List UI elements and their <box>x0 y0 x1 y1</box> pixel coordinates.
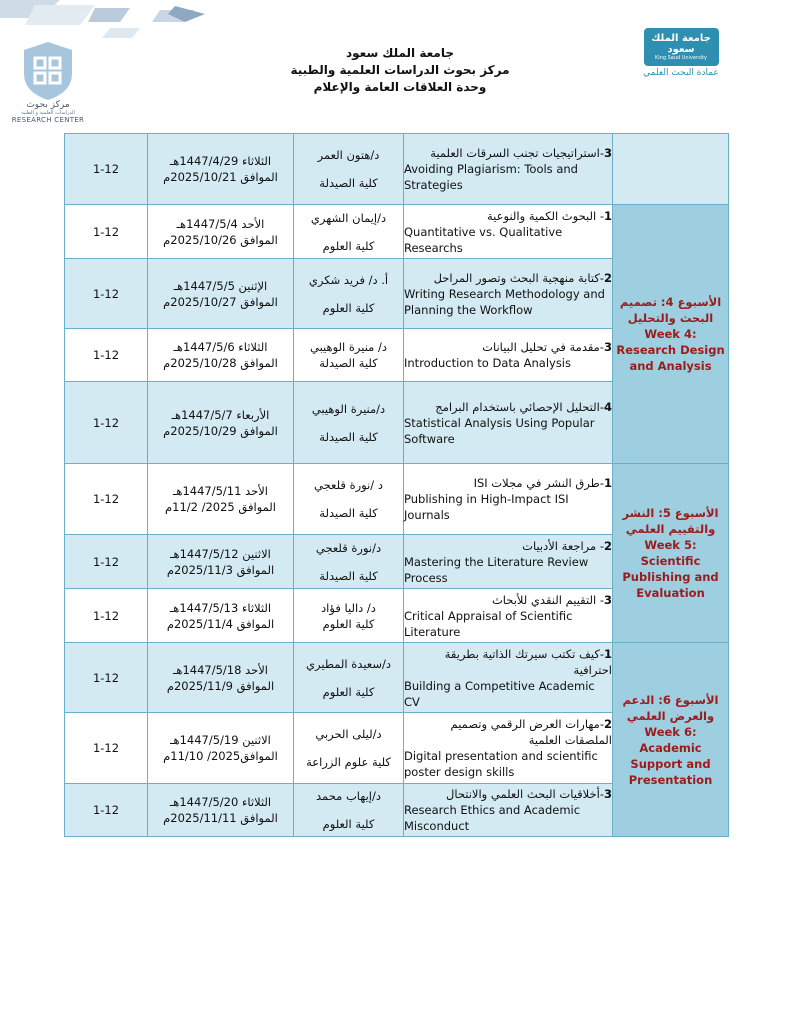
week-5-title-ar: الأسبوع 5: النشر والتقييم العلمي <box>622 506 719 536</box>
course-title-ar <box>404 399 612 415</box>
course-title-ar <box>404 716 612 748</box>
hours-cell: 1-12 <box>65 643 148 713</box>
course-cell <box>404 643 613 713</box>
hours-cell: 1-12 <box>65 134 148 205</box>
course-title-ar <box>404 646 612 678</box>
course-title-ar <box>404 145 612 161</box>
course-title-en: Writing Research Methodology and Planning the Workflow <box>404 286 605 317</box>
college-name: كلية الصيدلة <box>319 506 378 520</box>
corner-decoration <box>0 0 230 45</box>
instructor-cell <box>294 382 404 464</box>
day-text: الأحد 1447/5/4هـ <box>176 216 265 231</box>
instructor-cell <box>294 713 404 784</box>
instructor-cell <box>294 784 404 837</box>
course-name-ar: - مراجعة الأدبيات <box>522 538 604 553</box>
course-name-ar: -طرق النشر في مجلات ISI <box>473 476 604 490</box>
instructor-name: د/هتون العمر <box>317 148 380 162</box>
day-text: الأحد 1447/5/18هـ <box>173 662 268 677</box>
research-center-name-ar: مركز بحوث <box>26 100 70 110</box>
course-cell <box>404 259 613 329</box>
course-number: 2 <box>603 270 612 285</box>
course-title-ar <box>404 592 612 608</box>
week-6-label <box>613 643 729 837</box>
week-4-label <box>613 205 729 464</box>
course-name-ar: -مقدمة في تحليل البيانات <box>482 340 604 354</box>
instructor-name: د/نورة قلعجي <box>315 540 382 555</box>
date-cell <box>148 259 294 329</box>
course-cell <box>404 329 613 382</box>
day-text: الاثنين 1447/5/12هـ <box>170 546 271 561</box>
course-number: 2 <box>603 538 612 553</box>
date-cell <box>148 329 294 382</box>
hours-cell: 1-12 <box>65 205 148 259</box>
day-text: الأربعاء 1447/5/7هـ <box>171 407 270 422</box>
week-5-label <box>613 464 729 643</box>
table-row <box>65 643 729 713</box>
date-cell <box>148 205 294 259</box>
college-name: كلية علوم الزراعة <box>306 755 391 769</box>
ksu-logo <box>642 28 720 80</box>
university-title: جامعة الملك سعود <box>346 46 454 60</box>
course-name-ar: -أخلاقيات البحث العلمي والانتحال <box>445 787 604 801</box>
course-cell <box>404 464 613 535</box>
week-6-title-en: Week 6: Academic Support and Presentation <box>628 724 713 787</box>
ksu-name-ar: جامعة الملك سعود <box>651 33 711 55</box>
course-name-ar: -مهارات العرض الرقمي وتصميم الملصقات العلمية <box>450 717 612 747</box>
research-center-subtitle: الدراسات العلمية و الطبية <box>21 110 75 116</box>
research-center-logo <box>2 40 94 125</box>
gregorian-date-text: الموافق2025/ 11/10م <box>163 749 278 763</box>
instructor-name: أ. د/ فريد شكري <box>308 272 389 287</box>
course-cell <box>404 382 613 464</box>
gregorian-date-text: الموافق 2025/11/4م <box>166 616 275 631</box>
hours-cell: 1-12 <box>65 464 148 535</box>
college-name: كلية الصيدلة <box>319 429 378 444</box>
schedule-table <box>64 133 729 837</box>
course-number: 4 <box>603 399 612 414</box>
instructor-cell <box>294 535 404 589</box>
college-name: كلية العلوم <box>322 300 375 315</box>
course-cell <box>404 205 613 259</box>
hours-cell: 1-12 <box>65 589 148 643</box>
date-cell <box>148 643 294 713</box>
instructor-cell <box>294 643 404 713</box>
day-text: الثلاثاء 1447/4/29هـ <box>169 154 272 168</box>
instructor-name: د/ داليا فؤاد <box>321 600 376 615</box>
day-text: الإثنين 1447/5/5هـ <box>173 278 268 293</box>
gregorian-date-text: الموافق 2025/10/21م <box>163 170 278 184</box>
course-title-en: Mastering the Literature Review Process <box>404 554 589 585</box>
course-cell <box>404 134 613 205</box>
course-name-ar: -كتابة منهجية البحث وتصور المراحل <box>433 270 604 285</box>
course-cell <box>404 713 613 784</box>
course-title-ar <box>404 208 612 224</box>
ksu-name-en: King Saud University <box>655 55 707 61</box>
course-name-ar: - البحوث الكمية والنوعية <box>487 208 604 223</box>
instructor-name: د /نورة قلعجي <box>314 478 383 492</box>
instructor-cell <box>294 589 404 643</box>
hours-cell: 1-12 <box>65 259 148 329</box>
table-row <box>65 464 729 535</box>
instructor-name: د/ليلى الحربي <box>315 727 382 741</box>
date-cell <box>148 784 294 837</box>
hours-cell: 1-12 <box>65 713 148 784</box>
date-cell <box>148 589 294 643</box>
course-number: 2 <box>603 717 612 731</box>
course-title-en: Publishing in High-Impact ISI Journals <box>404 492 569 522</box>
gregorian-date-text: الموافق 2025/10/29م <box>163 423 278 438</box>
course-title-ar <box>404 339 612 355</box>
day-text: الثلاثاء 1447/5/13هـ <box>169 600 272 615</box>
course-name-ar: -التحليل الإحصائي باستخدام البرامج <box>435 399 604 414</box>
course-title-en: Avoiding Plagiarism: Tools and Strategies <box>404 162 578 192</box>
gregorian-date-text: الموافق 2025/ 11/2م <box>165 500 276 514</box>
instructor-cell <box>294 259 404 329</box>
instructor-name: د/ منيرة الوهيبي <box>309 340 387 354</box>
college-name: كلية الصيدلة <box>319 176 378 190</box>
day-text: الثلاثاء 1447/5/6هـ <box>173 340 268 354</box>
course-title-ar <box>404 475 612 491</box>
table-row <box>65 134 729 205</box>
gregorian-date-text: الموافق 2025/11/3م <box>166 562 275 577</box>
course-cell <box>404 535 613 589</box>
week-3-cell <box>613 134 729 205</box>
instructor-cell <box>294 464 404 535</box>
day-text: الثلاثاء 1447/5/20هـ <box>169 795 272 809</box>
table-row <box>65 205 729 259</box>
instructor-name: د/إيمان الشهري <box>310 210 387 225</box>
gregorian-date-text: الموافق 2025/10/28م <box>163 356 278 370</box>
course-title-en: Research Ethics and Academic Misconduct <box>404 803 581 833</box>
college-name: كلية الصيدلة <box>319 356 378 370</box>
instructor-cell <box>294 329 404 382</box>
week-4-title-ar: الأسبوع 4: تصميم البحث والتحليل <box>619 295 722 325</box>
center-title: مركز بحوث الدراسات العلمية والطبية <box>290 63 510 77</box>
college-name: كلية العلوم <box>322 817 375 831</box>
course-title-en: Digital presentation and scientific poster design skills <box>404 749 598 779</box>
day-text: الأحد 1447/5/11هـ <box>173 484 268 498</box>
course-title-en: Introduction to Data Analysis <box>404 356 571 370</box>
course-number: 1 <box>603 476 612 490</box>
course-number: 3 <box>603 787 612 801</box>
research-center-emblem-icon <box>20 40 76 102</box>
research-center-name-en: RESEARCH CENTER <box>11 116 85 124</box>
date-cell <box>148 713 294 784</box>
instructor-name: د/منيرة الوهيبي <box>311 401 386 416</box>
instructor-name: د/سعيدة المطيري <box>306 656 391 671</box>
course-title-en: Quantitative vs. Qualitative Researchs <box>404 224 563 255</box>
day-text: الاثنين 1447/5/19هـ <box>170 733 271 747</box>
gregorian-date-text: الموافق 2025/10/27م <box>163 294 278 309</box>
course-cell <box>404 784 613 837</box>
college-name: كلية الصيدلة <box>319 568 378 583</box>
document-header <box>260 45 540 96</box>
course-title-en: Critical Appraisal of Scientific Literature <box>404 608 573 639</box>
course-number: 1 <box>603 208 612 223</box>
course-number: 1 <box>603 646 612 661</box>
college-name: كلية العلوم <box>322 238 375 253</box>
gregorian-date-text: الموافق 2025/11/9م <box>166 678 275 693</box>
course-number: 3 <box>603 146 612 160</box>
course-title-ar <box>404 538 612 554</box>
hours-cell: 1-12 <box>65 535 148 589</box>
unit-title: وحدة العلاقات العامة والإعلام <box>313 80 487 94</box>
course-title-ar <box>404 270 612 286</box>
hours-cell: 1-12 <box>65 382 148 464</box>
date-cell <box>148 535 294 589</box>
hours-cell: 1-12 <box>65 784 148 837</box>
gregorian-date-text: الموافق 2025/11/11م <box>163 811 278 825</box>
course-title-en: Statistical Analysis Using Popular Software <box>404 415 595 446</box>
gregorian-date-text: الموافق 2025/10/26م <box>163 232 278 247</box>
ksu-logo-badge <box>644 28 719 66</box>
course-title-en: Building a Competitive Academic CV <box>404 678 595 709</box>
instructor-cell <box>294 205 404 259</box>
date-cell <box>148 134 294 205</box>
instructor-cell <box>294 134 404 205</box>
course-name-ar: -كيف تكتب سيرتك الذاتية بطريقة احترافية <box>444 646 612 677</box>
hours-cell: 1-12 <box>65 329 148 382</box>
course-title-ar <box>404 786 612 802</box>
college-name: كلية العلوم <box>322 616 375 631</box>
course-name-ar: - التقييم النقدي للأبحاث <box>491 592 604 607</box>
course-number: 3 <box>603 340 612 354</box>
instructor-name: د/إيهاب محمد <box>316 789 381 803</box>
date-cell <box>148 464 294 535</box>
date-cell <box>148 382 294 464</box>
deanship-label: عمادة البحث العلمي <box>643 68 719 78</box>
week-5-title-en: Week 5: Scientific Publishing and Evaluation <box>622 538 719 600</box>
course-number: 3 <box>603 592 612 607</box>
college-name: كلية العلوم <box>322 684 375 699</box>
week-6-title-ar: الأسبوع 6: الدعم والعرض العلمي <box>622 692 719 723</box>
course-name-ar: -استراتيجيات تجنب السرقات العلمية <box>430 146 604 160</box>
week-4-title-en: Week 4: Research Design and Analysis <box>616 327 725 373</box>
course-cell <box>404 589 613 643</box>
